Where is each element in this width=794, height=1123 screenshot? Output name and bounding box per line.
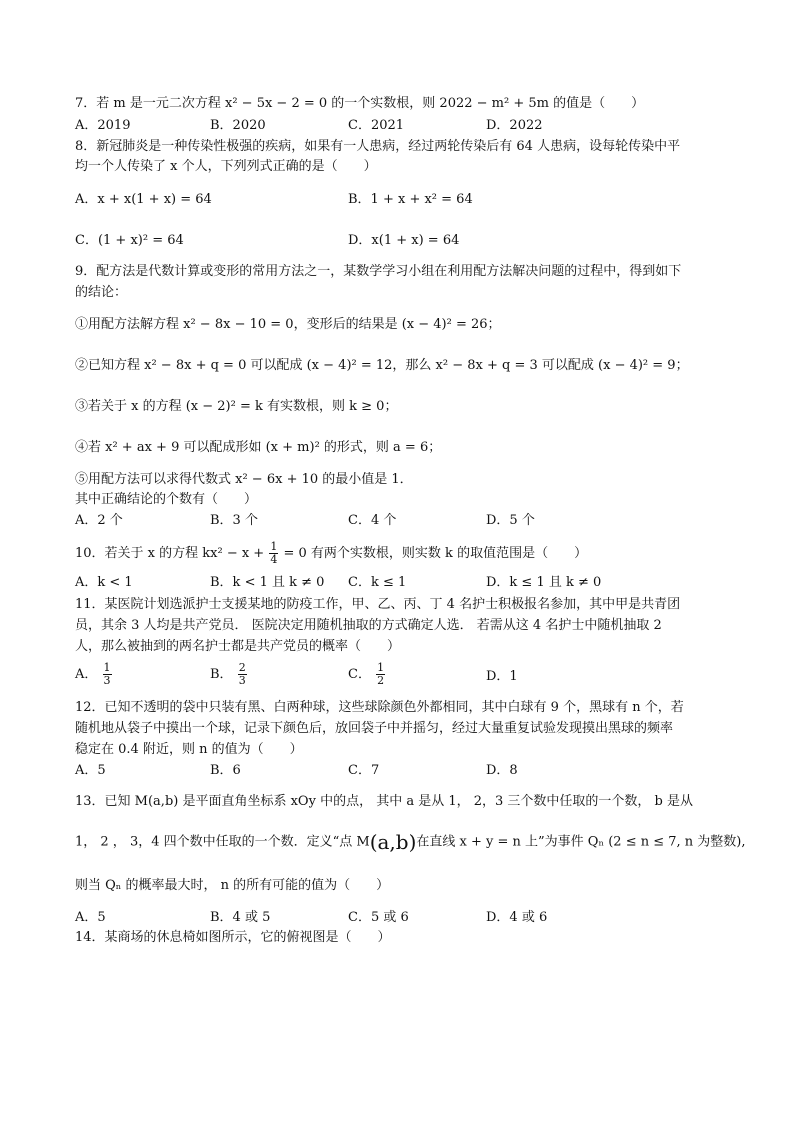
q12-stem-line2: 随机地从袋子中摸出一个球，记录下颜色后，放回袋子中并摇匀，经过大量重复试验发现摸出黑球的频率 (75, 721, 674, 736)
q11-option-c-label: C． (348, 667, 371, 682)
q12-option-a: A．5 (75, 763, 106, 778)
q9-option-c: C．4 个 (348, 513, 397, 528)
q10-option-b: B．k < 1 且 k ≠ 0 (210, 575, 325, 590)
q7-option-b: B．2020 (210, 118, 266, 133)
q9-option-d: D．5 个 (486, 513, 535, 528)
q9-conclusion-5: ⑤用配方法可以求得代数式 x² − 6x + 10 的最小值是 1． (75, 472, 413, 487)
q12-option-c: C．7 (348, 763, 380, 778)
q13-stem-line2 (75, 830, 746, 854)
q10-option-c: C．k ≤ 1 (348, 575, 407, 590)
q13-option-b: B．4 或 5 (210, 910, 271, 925)
q11-option-b-fraction (238, 662, 247, 687)
q13-option-d: D．4 或 6 (486, 910, 548, 925)
q11-stem-line3: 人，那么被抽到的两名护士都是共产党员的概率（ ） (75, 639, 401, 654)
q13-stem-line3: 则当 Qₙ 的概率最大时， n 的所有可能的值为（ ） (75, 878, 390, 893)
q12-option-d: D．8 (486, 763, 518, 778)
q11-option-b (210, 662, 248, 687)
q8-option-d: D．x(1 + x) = 64 (348, 233, 460, 248)
q11-option-d: D．1 (486, 669, 518, 684)
q13-stem-line2-part1: 1， 2 ， 3，4 四个数中任取的一个数．定义“点 M (75, 834, 370, 850)
q8-option-b: B．1 + x + x² = 64 (348, 192, 473, 207)
q8-stem-line2: 均一个人传染了 x 个人，下列列式正确的是（ ） (75, 159, 377, 174)
q9-option-a: A．2 个 (75, 513, 123, 528)
q10-fraction-numerator: 1 (270, 540, 278, 553)
q9-stem-line2: 的结论： (75, 285, 128, 300)
q9-stem-line1: 9．配方法是代数计算或变形的常用方法之一，某数学学习小组在利用配方法解决问题的过程中，得到如下 (75, 264, 682, 279)
q11-option-a-den: 3 (103, 674, 111, 687)
q11-option-a-label: A． (75, 667, 98, 682)
q12-stem-line1: 12．已知不透明的袋中只装有黑、白两种球，这些球除颜色外都相同，其中白球有 9 个，黑球有 n 个，若 (75, 700, 684, 715)
q12-option-b: B．6 (210, 763, 241, 778)
q11-option-c (348, 662, 386, 687)
q13-stem-line2-part2: 在直线 x + y = n 上”为事件 Qₙ (2 ≤ n ≤ 7, n 为整数), (416, 834, 746, 850)
q7-option-c: C．2021 (348, 118, 405, 133)
q9-conclusion-3: ③若关于 x 的方程 (x − 2)² = k 有实数根，则 k ≥ 0； (75, 399, 398, 414)
q11-option-a-num: 1 (103, 661, 111, 674)
q9-conclusion-4: ④若 x² + ax + 9 可以配成形如 (x + m)² 的形式，则 a = 6； (75, 440, 442, 455)
q10-stem-part1: 10．若关于 x 的方程 kx² − x + (75, 546, 265, 561)
q12-stem-line3: 稳定在 0.4 附近，则 n 的值为（ ） (75, 742, 303, 757)
q10-fraction (269, 541, 278, 566)
q9-conclusion-1: ①用配方法解方程 x² − 8x − 10 = 0，变形后的结果是 (x − 4)² = 26； (75, 317, 501, 332)
q10-fraction-denominator: 4 (270, 553, 278, 566)
q10-option-a: A．k < 1 (75, 575, 133, 590)
q11-option-a-fraction (103, 662, 112, 687)
q8-option-c: C．(1 + x)² = 64 (75, 233, 184, 248)
q11-stem-line2: 员，其余 3 人均是共产党员． 医院决定用随机抽取的方式确定人选． 若需从这 4 名护士中随机抽取 2 (75, 618, 662, 633)
q8-option-a: A．x + x(1 + x) = 64 (75, 192, 212, 207)
q13-stem-line1: 13．已知 M(a,b) 是平面直角坐标系 xOy 中的点， 其中 a 是从 1， 2，3 三个数中任取的一个数， b 是从 (75, 794, 694, 809)
q9-conclusion-2: ②已知方程 x² − 8x + q = 0 可以配成 (x − 4)² = 12，那么 x² − 8x + q = 3 可以配成 (x − 4)² = 9； (75, 358, 689, 373)
q10-option-d: D．k ≤ 1 且 k ≠ 0 (486, 575, 602, 590)
q11-option-b-den: 3 (238, 674, 246, 687)
q13-point-coordinates: (a,b) (369, 830, 417, 854)
q14-stem: 14．某商场的休息椅如图所示，它的俯视图是（ ） (75, 930, 391, 945)
q13-option-a: A．5 (75, 910, 106, 925)
q8-stem-line1: 8．新冠肺炎是一种传染性极强的疾病，如果有一人患病，经过两轮传染后有 64 人患病，设每轮传染中平 (75, 139, 681, 154)
q9-question: 其中正确结论的个数有（ ） (75, 492, 258, 507)
q10-stem (75, 541, 587, 566)
q7-option-a: A．2019 (75, 118, 131, 133)
q11-option-a (75, 662, 113, 687)
q13-option-c: C．5 或 6 (348, 910, 409, 925)
q11-option-b-num: 2 (238, 661, 246, 674)
q10-stem-part2: = 0 有两个实数根，则实数 k 的取值范围是（ ） (283, 546, 588, 561)
q11-option-b-label: B． (210, 667, 233, 682)
q9-option-b: B．3 个 (210, 513, 258, 528)
q11-stem-line1: 11．某医院计划选派护士支援某地的防疫工作，甲、乙、丙、丁 4 名护士积极报名参加，其中甲是共青团 (75, 597, 681, 612)
q11-option-c-den: 2 (377, 674, 385, 687)
q7-option-d: D．2022 (486, 118, 543, 133)
q11-option-c-fraction (376, 662, 385, 687)
q7-stem: 7．若 m 是一元二次方程 x² − 5x − 2 = 0 的一个实数根，则 2022 − m² + 5m 的值是（ ） (75, 96, 645, 111)
q11-option-c-num: 1 (377, 661, 385, 674)
